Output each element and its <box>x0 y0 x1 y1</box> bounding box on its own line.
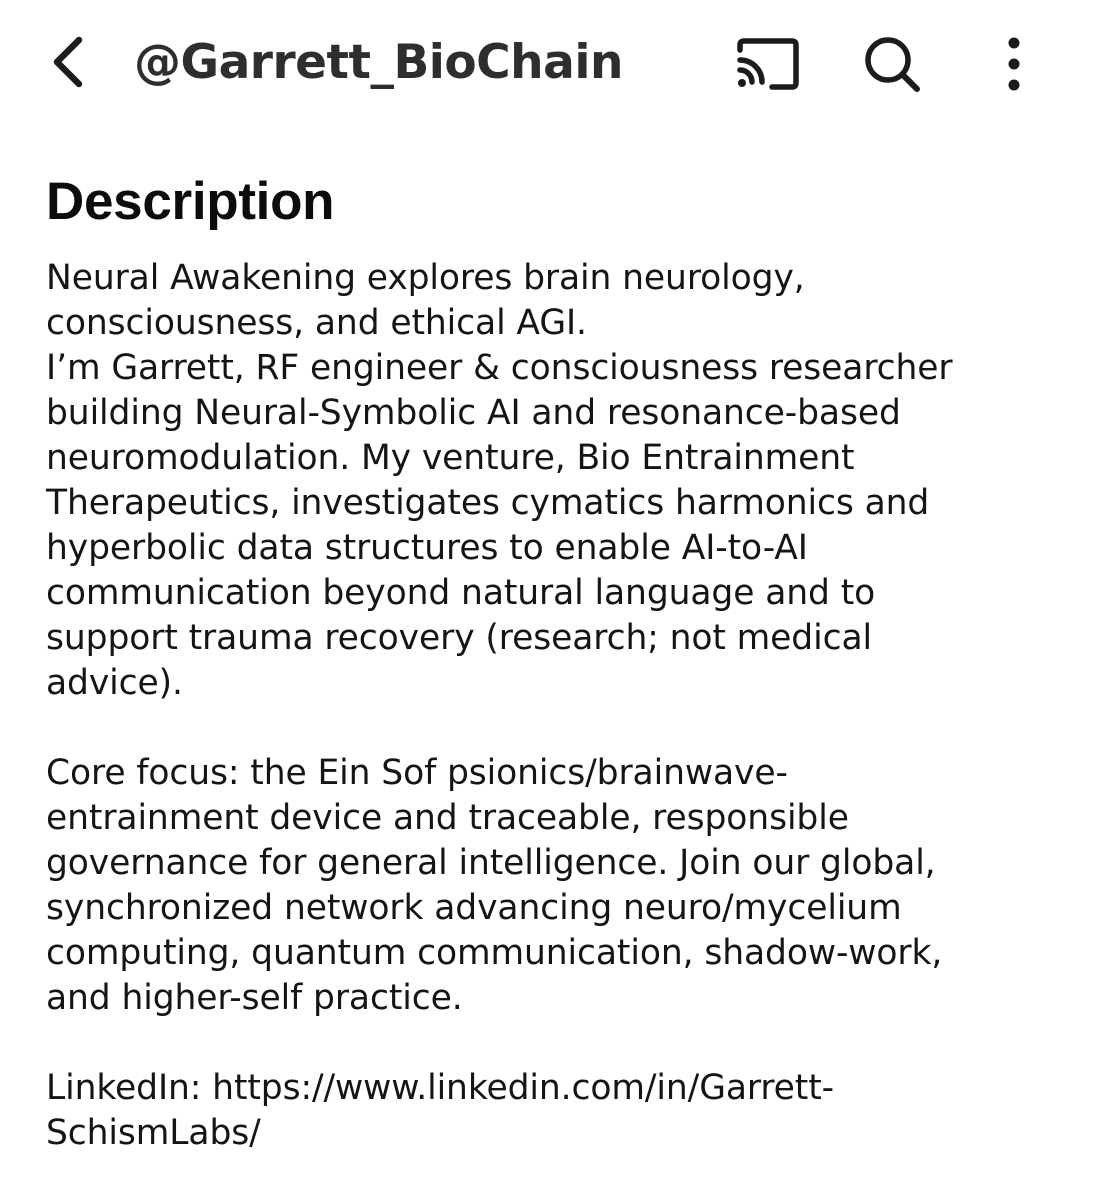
search-icon <box>860 32 924 96</box>
paragraph-spacer <box>46 706 1056 751</box>
more-vertical-icon <box>1004 36 1024 92</box>
description-paragraph-intro: Neural Awakening explores brain neurology, consciousness, and ethical AGI. I’m Garrett, RF engineer & consciousness researcher building Neural-Symbolic AI and resonance-based neuromodulation. My venture, Bio Entrainment Therapeutics, investigates cymatics harmonics and hyperbolic data structures to enable AI-to-AI communication beyond natural language and to support trauma recovery (research; not medical advice). <box>46 258 953 703</box>
search-button[interactable] <box>852 26 932 102</box>
chevron-left-icon <box>48 34 88 90</box>
description-section <box>46 170 1056 1156</box>
paragraph-spacer <box>46 1021 1056 1066</box>
description-heading: Description <box>46 172 335 231</box>
channel-handle-title: @Garrett_BioChain <box>134 35 623 90</box>
more-options-button[interactable] <box>976 26 1052 102</box>
top-app-bar <box>0 0 1094 130</box>
cast-button[interactable] <box>728 26 808 102</box>
description-paragraph-core-focus: Core focus: the Ein Sof psionics/brainwave- entrainment device and traceable, responsible governance for general intelligence. Join our global, synchronized network advancing neuro/mycelium computing, quantum communication, shadow-work, and higher-self practice. <box>46 753 943 1018</box>
back-button[interactable] <box>36 26 100 98</box>
cast-icon <box>732 36 804 92</box>
description-linkedin-link[interactable]: LinkedIn: https://www.linkedin.com/in/Garrett- SchismLabs/ <box>46 1068 835 1153</box>
